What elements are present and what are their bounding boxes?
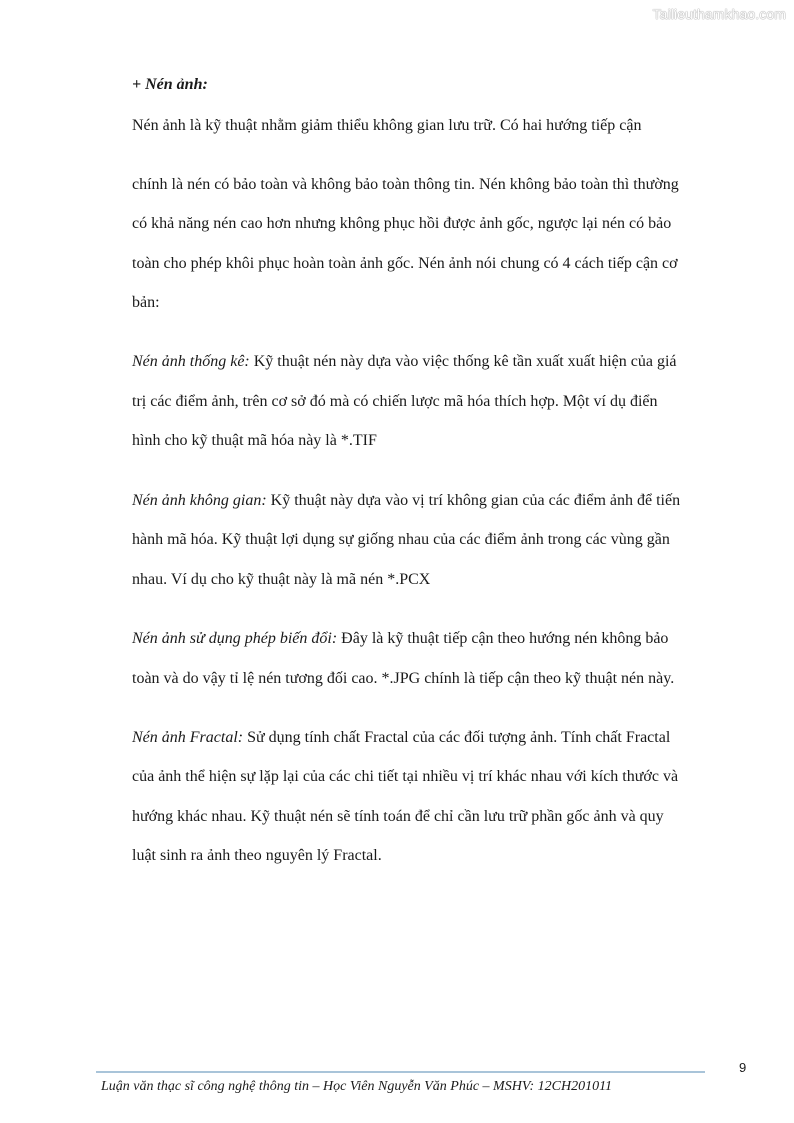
fractal-line-2: của ảnh thể hiện sự lặp lại của các chi tiết tại nhiều vị trí khác nhau với kích thước và bbox=[132, 768, 679, 785]
stat-line-3: hình cho kỹ thuật mã hóa này là *.TIF bbox=[132, 432, 377, 449]
spatial-line-3: nhau. Ví dụ cho kỹ thuật này là mã nén *.PCX bbox=[132, 571, 431, 588]
footer-text: Luận văn thạc sĩ công nghệ thông tin – Học Viên Nguyễn Văn Phúc – MSHV: 12CH201011 bbox=[101, 1079, 613, 1094]
transform-term: Nén ảnh sử dụng phép biến đổi: bbox=[132, 630, 338, 647]
fractal-line-3: hướng khác nhau. Kỹ thuật nén sẽ tính toán để chỉ cần lưu trữ phần gốc ảnh và quy bbox=[132, 808, 664, 825]
intro-line-4: toàn cho phép khôi phục hoàn toàn ảnh gốc. Nén ảnh nói chung có 4 cách tiếp cận cơ bbox=[132, 255, 678, 272]
transform-line-1 bbox=[132, 630, 668, 648]
stat-text-1: Kỹ thuật nén này dựa vào việc thống kê tần xuất xuất hiện của giá bbox=[249, 353, 677, 370]
spatial-line-1 bbox=[132, 492, 680, 510]
section-heading: + Nén ảnh: bbox=[132, 76, 208, 93]
stat-term: Nén ảnh thống kê: bbox=[132, 353, 250, 370]
page-number: 9 bbox=[739, 1060, 747, 1075]
fractal-line-4: luật sinh ra ảnh theo nguyên lý Fractal. bbox=[132, 847, 382, 864]
spatial-line-2: hành mã hóa. Kỹ thuật lợi dụng sự giống nhau của các điểm ảnh trong các vùng gần bbox=[132, 531, 670, 548]
transform-line-2: toàn và do vậy tỉ lệ nén tương đối cao. *.JPG chính là tiếp cận theo kỹ thuật nén này. bbox=[132, 670, 675, 687]
stat-line-2: trị các điểm ảnh, trên cơ sở đó mà có chiến lược mã hóa thích hợp. Một ví dụ điển bbox=[132, 393, 658, 410]
intro-line-2: chính là nén có bảo toàn và không bảo toàn thông tin. Nén không bảo toàn thì thường bbox=[132, 176, 679, 193]
stat-line-1 bbox=[132, 353, 677, 371]
footer-divider bbox=[96, 1071, 705, 1073]
transform-text-1: Đây là kỹ thuật tiếp cận theo hướng nén không bảo bbox=[337, 630, 669, 647]
spatial-term: Nén ảnh không gian: bbox=[132, 492, 267, 509]
intro-line-1: Nén ảnh là kỹ thuật nhằm giảm thiểu không gian lưu trữ. Có hai hướng tiếp cận bbox=[132, 117, 642, 134]
spatial-text-1: Kỹ thuật này dựa vào vị trí không gian của các điểm ảnh để tiến bbox=[266, 492, 681, 509]
intro-line-3: có khả năng nén cao hơn nhưng không phục hồi được ảnh gốc, ngược lại nén có bảo bbox=[132, 215, 672, 232]
watermark-text: Tailieuthamkhao.com bbox=[652, 6, 786, 22]
fractal-term: Nén ảnh Fractal: bbox=[132, 729, 244, 746]
fractal-text-1: Sử dụng tính chất Fractal của các đối tượng ảnh. Tính chất Fractal bbox=[243, 729, 671, 746]
fractal-line-1 bbox=[132, 729, 670, 747]
intro-line-5: bản: bbox=[132, 294, 160, 311]
